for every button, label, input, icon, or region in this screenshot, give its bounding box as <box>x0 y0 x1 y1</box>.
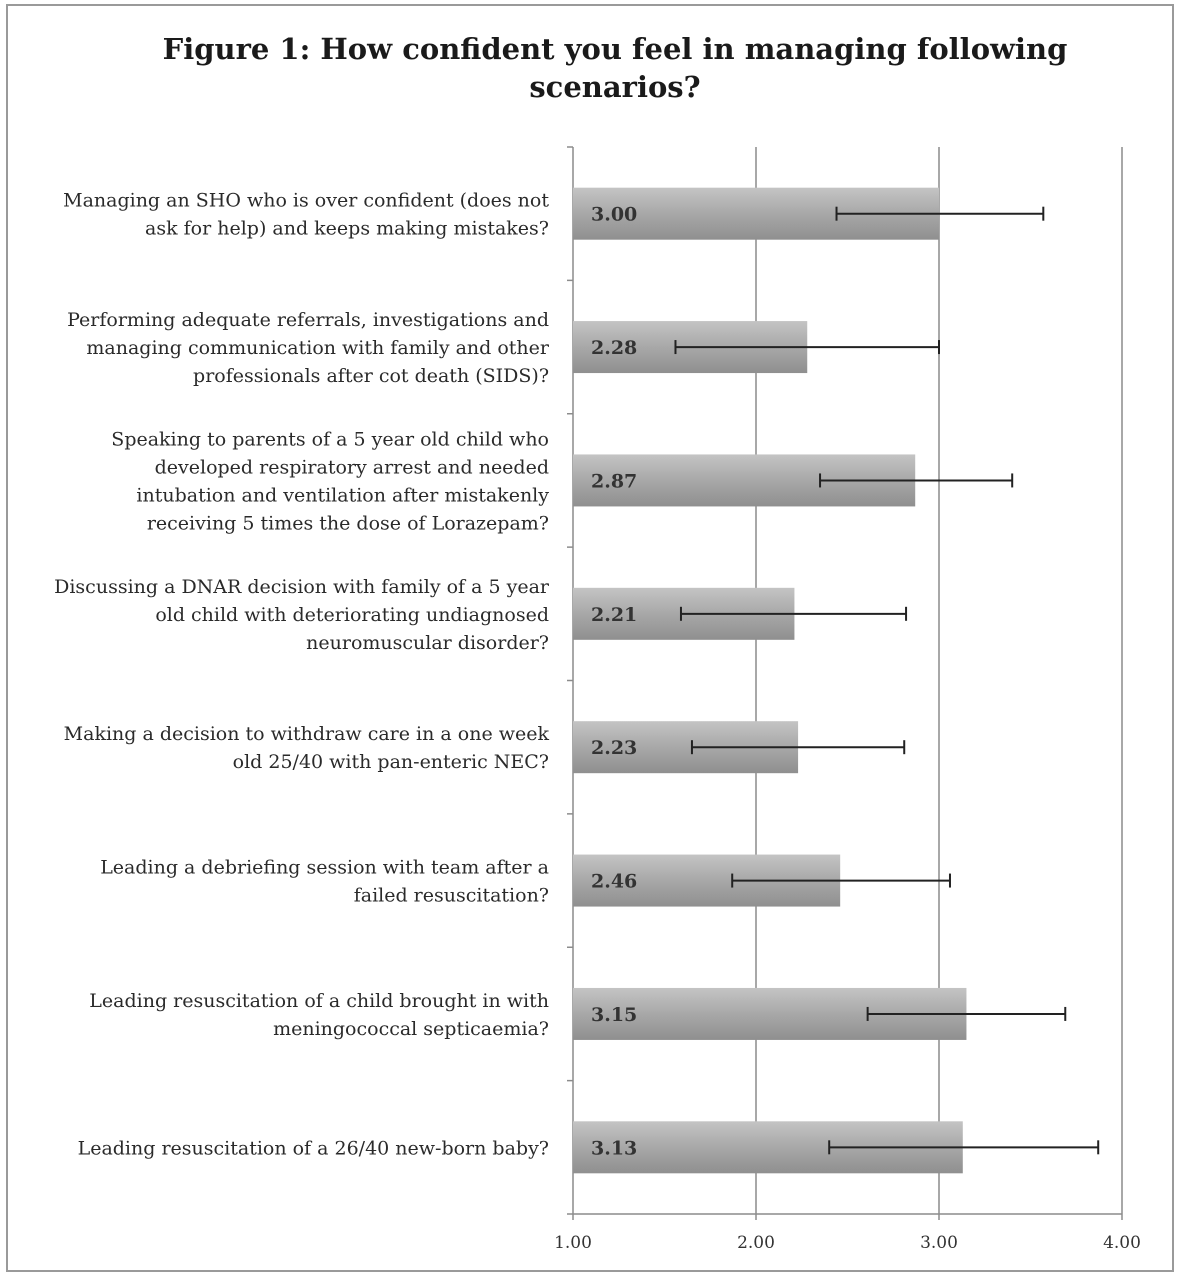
chart-title-line-1: Figure 1: How confident you feel in managing following <box>162 32 1068 66</box>
category-label: Leading resuscitation of a 26/40 new-born baby? <box>77 1137 549 1160</box>
bar-value-label: 3.15 <box>591 1003 638 1026</box>
bar-value-label: 3.13 <box>591 1137 638 1160</box>
category-label: Leading resuscitation of a child brought in with <box>89 989 549 1012</box>
category-label: Managing an SHO who is over confident (does not <box>63 189 549 212</box>
x-tick-label: 3.00 <box>920 1233 958 1253</box>
x-tick-label: 2.00 <box>737 1233 775 1253</box>
category-label: developed respiratory arrest and needed <box>154 456 549 479</box>
category-label: old 25/40 with pan-enteric NEC? <box>232 751 549 774</box>
category-label: managing communication with family and other <box>86 337 549 360</box>
category-label: ask for help) and keeps making mistakes? <box>145 217 549 240</box>
bar-value-label: 2.28 <box>591 337 638 360</box>
bar-value-label: 3.00 <box>591 203 638 226</box>
category-label: failed resuscitation? <box>353 884 549 907</box>
category-label: intubation and ventilation after mistakenly <box>136 484 549 507</box>
category-label: old child with deteriorating undiagnosed <box>155 603 549 626</box>
category-label: professionals after cot death (SIDS)? <box>193 365 549 388</box>
category-label: Leading a debriefing session with team after a <box>100 856 549 879</box>
chart-title-line-2: scenarios? <box>529 70 701 104</box>
category-label: meningococcal septicaemia? <box>273 1017 549 1040</box>
category-label: Discussing a DNAR decision with family of a 5 year <box>54 575 549 598</box>
category-label: Speaking to parents of a 5 year old child who <box>111 428 549 451</box>
x-tick-label: 4.00 <box>1103 1233 1141 1253</box>
category-label: Performing adequate referrals, investigations and <box>67 309 549 332</box>
bar-value-label: 2.87 <box>591 470 638 493</box>
category-label: receiving 5 times the dose of Lorazepam? <box>146 512 549 535</box>
bar-value-label: 2.21 <box>591 603 638 626</box>
category-label: Making a decision to withdraw care in a one week <box>63 723 549 746</box>
bar-value-label: 2.46 <box>591 870 638 893</box>
x-tick-label: 1.00 <box>554 1233 592 1253</box>
category-label: neuromuscular disorder? <box>306 631 549 654</box>
bar-value-label: 2.23 <box>591 737 638 760</box>
